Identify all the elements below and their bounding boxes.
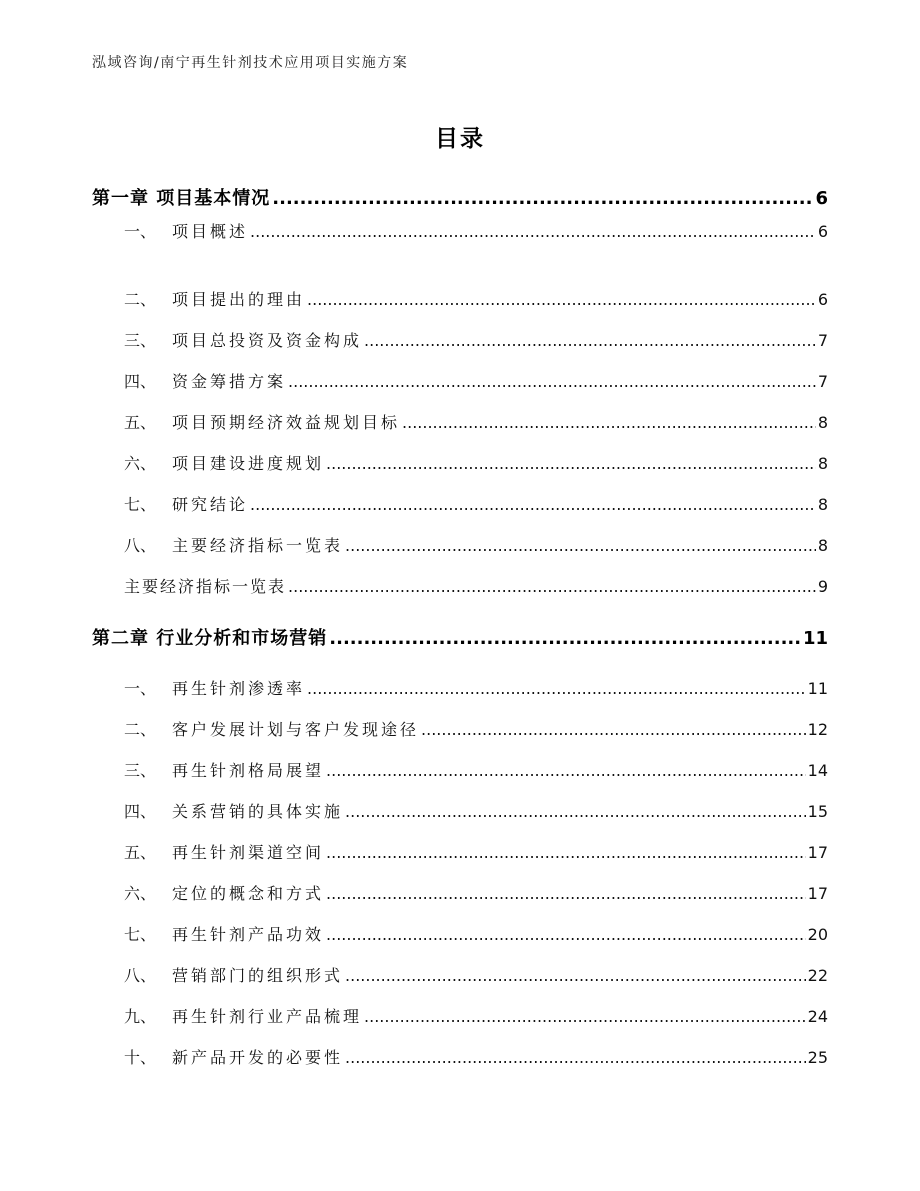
toc-page-number: 17 xyxy=(807,843,828,862)
toc-section[interactable] xyxy=(124,328,828,351)
toc-leader-dots xyxy=(402,413,816,432)
toc-chapter[interactable] xyxy=(92,624,828,650)
toc-leader-dots xyxy=(329,628,801,649)
toc-section[interactable] xyxy=(124,717,828,740)
toc-section-label: 关系营销的具体实施 xyxy=(172,802,344,821)
toc-leader-dots xyxy=(250,495,816,514)
toc-title: 目录 xyxy=(435,126,485,152)
toc-leader-dots xyxy=(288,577,816,596)
toc-page-number: 8 xyxy=(817,536,828,555)
toc-section[interactable] xyxy=(124,287,828,310)
toc-section[interactable] xyxy=(124,574,828,597)
toc-page-number: 12 xyxy=(807,720,828,739)
toc-leader-dots xyxy=(364,331,816,350)
toc-page-number: 11 xyxy=(802,628,828,649)
toc-leader-dots xyxy=(307,290,816,309)
toc-page-number: 25 xyxy=(807,1048,828,1067)
toc-leader-dots xyxy=(326,843,806,862)
toc-section-label: 项目预期经济效益规划目标 xyxy=(172,413,401,432)
page-header: 泓域咨询/南宁再生针剂技术应用项目实施方案 xyxy=(92,55,409,71)
toc-section-label: 资金筹措方案 xyxy=(172,372,287,391)
toc-leader-dots xyxy=(345,802,806,821)
toc-section-number: 四、 xyxy=(124,802,157,821)
toc-section-number: 四、 xyxy=(124,372,157,391)
toc-leader-dots xyxy=(345,966,806,985)
toc-section-label: 新产品开发的必要性 xyxy=(172,1048,344,1067)
toc-section[interactable] xyxy=(124,758,828,781)
toc-page-number: 20 xyxy=(807,925,828,944)
toc-section[interactable] xyxy=(124,1045,828,1068)
toc-section[interactable] xyxy=(124,881,828,904)
toc-leader-dots xyxy=(288,372,816,391)
toc-section-number: 二、 xyxy=(124,290,157,309)
toc-section-label: 项目建设进度规划 xyxy=(172,454,325,473)
toc-page-number: 8 xyxy=(817,413,828,432)
toc-section-label: 再生针剂渠道空间 xyxy=(172,843,325,862)
toc-section-label: 再生针剂产品功效 xyxy=(172,925,325,944)
toc-chapter-label: 第一章 项目基本情况 xyxy=(92,188,271,209)
toc-section-label: 营销部门的组织形式 xyxy=(172,966,344,985)
toc-section-label: 项目提出的理由 xyxy=(172,290,306,309)
toc-leader-dots xyxy=(307,679,806,698)
toc-section-label: 项目概述 xyxy=(172,222,249,241)
toc-section[interactable] xyxy=(124,410,828,433)
toc-section[interactable] xyxy=(124,219,828,242)
toc-section[interactable] xyxy=(124,492,828,515)
toc-section-label: 再生针剂行业产品梳理 xyxy=(172,1007,363,1026)
toc-page-number: 15 xyxy=(807,802,828,821)
toc-section-number: 七、 xyxy=(124,495,157,514)
toc-section[interactable] xyxy=(124,922,828,945)
toc-page-number: 6 xyxy=(817,290,828,309)
toc-section[interactable] xyxy=(124,451,828,474)
toc-leader-dots xyxy=(326,761,806,780)
toc-section-number: 十、 xyxy=(124,1048,157,1067)
toc-section-number: 六、 xyxy=(124,454,157,473)
toc-leader-dots xyxy=(421,720,806,739)
toc-section-number: 八、 xyxy=(124,536,157,555)
toc-section-label: 研究结论 xyxy=(172,495,249,514)
toc-section-number: 七、 xyxy=(124,925,157,944)
toc-page-number: 11 xyxy=(807,679,828,698)
toc-section[interactable] xyxy=(124,533,828,556)
toc-section[interactable] xyxy=(124,963,828,986)
toc-section-number: 八、 xyxy=(124,966,157,985)
toc-leader-dots xyxy=(250,222,816,241)
toc-page-number: 14 xyxy=(807,761,828,780)
toc-section-label: 再生针剂格局展望 xyxy=(172,761,325,780)
toc-leader-dots xyxy=(326,884,806,903)
toc-leader-dots xyxy=(272,188,813,209)
toc-page-number: 17 xyxy=(807,884,828,903)
toc-section[interactable] xyxy=(124,1004,828,1027)
toc-section[interactable] xyxy=(124,799,828,822)
toc-leader-dots xyxy=(345,1048,806,1067)
toc-section-number: 九、 xyxy=(124,1007,157,1026)
toc-section-number: 二、 xyxy=(124,720,157,739)
toc-section-label: 项目总投资及资金构成 xyxy=(172,331,363,350)
toc-page-number: 6 xyxy=(815,188,828,209)
toc-leader-dots xyxy=(326,454,816,473)
toc-section-number: 五、 xyxy=(124,843,157,862)
toc-page-number: 6 xyxy=(817,222,828,241)
toc-section[interactable] xyxy=(124,369,828,392)
toc-section-number: 一、 xyxy=(124,679,157,698)
toc-section-label: 主要经济指标一览表 xyxy=(124,577,287,596)
toc-leader-dots xyxy=(364,1007,806,1026)
toc-page-number: 8 xyxy=(817,495,828,514)
toc-leader-dots xyxy=(345,536,816,555)
toc-section[interactable] xyxy=(124,676,828,699)
toc-page-number: 8 xyxy=(817,454,828,473)
toc-section-label: 再生针剂渗透率 xyxy=(172,679,306,698)
toc-page-number: 24 xyxy=(807,1007,828,1026)
toc-section-number: 三、 xyxy=(124,331,157,350)
toc-section-number: 一、 xyxy=(124,222,157,241)
toc-page-number: 7 xyxy=(817,331,828,350)
toc-section-label: 客户发展计划与客户发现途径 xyxy=(172,720,420,739)
toc-page-number: 7 xyxy=(817,372,828,391)
toc-leader-dots xyxy=(326,925,806,944)
toc-section-number: 三、 xyxy=(124,761,157,780)
toc-section-label: 主要经济指标一览表 xyxy=(172,536,344,555)
toc-page-number: 22 xyxy=(807,966,828,985)
toc-chapter[interactable] xyxy=(92,184,828,210)
toc-section[interactable] xyxy=(124,840,828,863)
toc-page-number: 9 xyxy=(817,577,828,596)
toc-section-label: 定位的概念和方式 xyxy=(172,884,325,903)
toc-chapter-label: 第二章 行业分析和市场营销 xyxy=(92,628,328,649)
toc-section-number: 五、 xyxy=(124,413,157,432)
toc-section-number: 六、 xyxy=(124,884,157,903)
